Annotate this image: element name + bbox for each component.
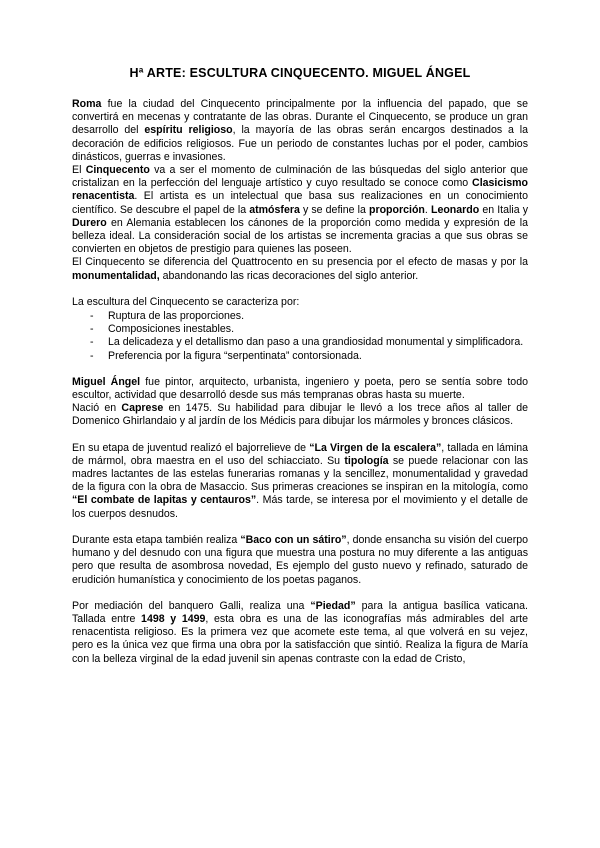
paragraph-piedad (72, 600, 528, 666)
text-run: Por mediación del banquero Galli, realiza una (72, 599, 311, 612)
dash-bullet: - (90, 323, 94, 336)
text-run: , esta obra es una de las iconografías más admirables del arte renacentista religioso. Es la primera vez que acomete este tema, al que volverá en su vejez, pero es la única vez que firma una obra por la satisfacción que sintió. Realiza la figura de María con la belleza virginal de la edad juvenil sin apenas contraste con la edad de Cristo, (72, 612, 528, 665)
dash-bullet: - (90, 310, 94, 323)
paragraph-quattrocento-difference (72, 256, 528, 282)
bold-text: “Baco con un sátiro” (240, 533, 347, 546)
bold-text: monumentalidad, (72, 269, 160, 282)
text-run: en 1475. Su habilidad para dibujar le llevó a los trece años al taller de Domenico Ghirlandaio y al jardín de los Médicis para dibujar los mármoles y bronces clásicos. (72, 402, 528, 428)
text-run: en Italia y (479, 203, 529, 216)
dash-bullet: - (90, 349, 94, 362)
paragraph-youth (72, 442, 528, 521)
list-item (72, 336, 528, 349)
bold-text: Roma (72, 98, 102, 110)
features-intro: La escultura del Cinquecento se caracteriza por: (72, 295, 300, 308)
text-run: . El artista es un intelectual que basa sus realizaciones en un conocimiento científico. Se descubre el papel de la (72, 190, 528, 216)
document-title: Hª ARTE: ESCULTURA CINQUECENTO. MIGUEL ÁNGEL (129, 66, 471, 80)
dash-bullet: - (90, 336, 94, 349)
list-item-text: Composiciones inestables. (108, 323, 235, 336)
list-item (72, 323, 528, 336)
list-item (72, 350, 528, 363)
bold-text: Leonardo (430, 203, 480, 216)
bold-text: Caprese (121, 402, 164, 415)
list-item-text: Preferencia por la figura “serpentinata” contorsionada. (108, 349, 362, 362)
paragraph-baco (72, 534, 528, 587)
text-run: fue la ciudad del Cinquecento principalmente por la influencia del papado, que se convertirá en mecenas y contratante de las obras. Durante el Cinquecento, se produce un gran desarrollo del (72, 98, 528, 137)
text-run: . Más tarde, se interesa por el movimiento y el detalle de los cuerpos desnudos. (72, 494, 528, 520)
text-run: El Cinquecento se diferencia del Quattrocento en su presencia por el efecto de masas y por la (72, 256, 528, 269)
list-item-text: Ruptura de las proporciones. (108, 310, 245, 323)
list-item (72, 310, 528, 323)
bold-text: Miguel Ángel (72, 375, 141, 388)
text-run: . (424, 203, 431, 216)
text-run: para la antigua basílica vaticana. Tallada entre (72, 599, 528, 625)
text-run: va a ser el momento de culminación de las búsquedas del siglo anterior que cristalizan en la perfección del lenguaje artístico y cuyo resultado se conoce como (72, 164, 528, 190)
bold-text: atmósfera (249, 203, 300, 216)
paragraph-birth (72, 402, 528, 428)
bold-text: proporción (368, 203, 425, 216)
text-run: , la mayoría de las obras serán encargos destinados a la decoración de edificios religiosos. Fue un periodo de constantes luchas por el poder, cambios dinásticos, guerras e invasiones. (72, 124, 528, 163)
text-run: El (72, 164, 86, 177)
bold-text: “La Virgen de la escalera” (309, 441, 442, 454)
features-list (72, 310, 528, 363)
bold-text: Clasicismo renacentista (72, 177, 528, 203)
bold-text: tipología (344, 454, 389, 467)
text-run: se puede relacionar con las madres lactantes de las estelas funerarias romanas y la sencillez, monumentalidad y gravedad de la figura con la obra de Masaccio. Sus primeras creaciones se inspiran en la mitología, como (72, 454, 528, 494)
text-run: En su etapa de juventud realizó el bajorrelieve de (72, 441, 310, 454)
list-item-text: La delicadeza y el detallismo dan paso a una grandiosidad monumental y simplificadora. (108, 336, 524, 349)
paragraph-roma (72, 98, 528, 164)
bold-text: Cinquecento (85, 164, 150, 177)
bold-text: “Piedad” (310, 599, 356, 612)
text-run: Nació en (72, 402, 122, 415)
document-page (72, 60, 528, 666)
bold-text: Durero (72, 216, 107, 229)
paragraph-miguel-angel (72, 376, 528, 402)
text-run: abandonando las ricas decoraciones del siglo anterior. (159, 269, 419, 282)
bold-text: espíritu religioso (144, 124, 233, 137)
text-run: en Alemania establecen los cánones de la proporción como medida y expresión de la belleza ideal. La consideración social de los artistas se incrementa gracias a que sus obras se convierten en objetos de prestigio para quienes las poseen. (72, 216, 528, 256)
paragraph-cinquecento (72, 164, 528, 256)
text-run: , tallada en lámina de mármol, obra maestra en el uso del schiacciato. Su (72, 441, 529, 467)
text-run: fue pintor, arquitecto, urbanista, ingeniero y poeta, pero se sentía sobre todo escultor, actividad que desarrolló desde sus más tempranas obras hasta su muerte. (72, 375, 528, 402)
bold-text: “El combate de lapitas y centauros” (72, 494, 257, 507)
bold-text: 1498 y 1499 (141, 612, 206, 625)
text-run: , donde ensancha su visión del cuerpo humano y del desnudo con una figura que muestra una postura no muy diferente a las antiguas pero que resulta de asombrosa novedad, Es ejemplo del gusto nuevo y refinado, saturado de erudición humanística y conocimiento de los poetas paganos. (72, 533, 529, 586)
text-run: y se define la (299, 203, 369, 216)
text-run: Durante esta etapa también realiza (72, 533, 241, 546)
